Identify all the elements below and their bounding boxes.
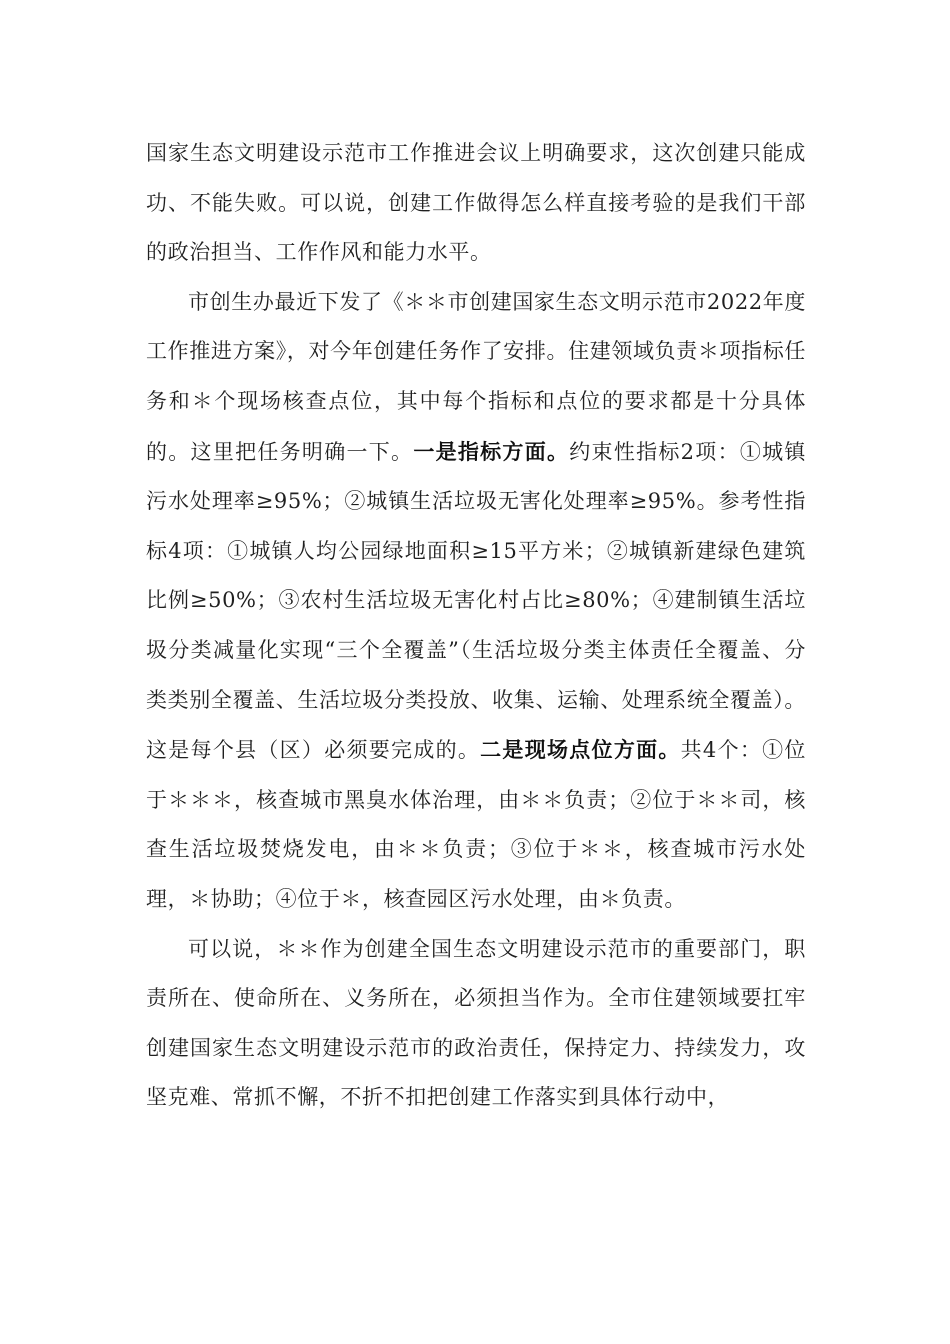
heading-site-points: 二是现场点位方面。: [480, 737, 681, 763]
paragraph-2-intro: 市创生办最近下发了《＊＊市创建国家生态文明示范市2022年度工作推进方案》，对今年创建任务作了安排。住建领域负责＊项指标任务和＊个现场核查点位，其中每个指标和点位的要求都是十分具体的。这里把任务明确一下。: [146, 289, 806, 464]
paragraph-1-text: 国家生态文明建设示范市工作推进会议上明确要求，这次创建只能成功、不能失败。可以说，创建工作做得怎么样直接考验的是我们干部的政治担当、工作作风和能力水平。: [146, 141, 806, 265]
document-body: [146, 129, 806, 1123]
paragraph-3-text: 可以说，＊＊作为创建全国生态文明建设示范市的重要部门，职责所在、使命所在、义务所在，必须担当作为。全市住建领域要扛牢创建国家生态文明建设示范市的政治责任，保持定力、持续发力，攻坚克难、常抓不懈，不折不扣把创建工作落实到具体行动中，: [146, 936, 806, 1110]
paragraph-2-site-points: 共4个：①位于＊＊＊，核查城市黑臭水体治理，由＊＊负责；②位于＊＊司，核查生活垃圾焚烧发电，由＊＊负责；③位于＊＊，核查城市污水处理，＊协助；④位于＊，核查园区污水处理，由＊负责。: [146, 738, 807, 911]
paragraph-3: [146, 925, 806, 1123]
paragraph-2: [146, 278, 806, 925]
paragraph-1: [146, 129, 806, 278]
paragraph-2-indicators: 约束性指标2项：①城镇污水处理率≥95%；②城镇生活垃圾无害化处理率≥95%。参考性指标4项：①城镇人均公园绿地面积≥15平方米；②城镇新建绿色建筑比例≥50%；③农村生活垃圾无害化村占比≥80%；④建制镇生活垃圾分类减量化实现“三个全覆盖”（生活垃圾分类主体责任全覆盖、分类类别全覆盖、生活垃圾分类投放、收集、运输、处理系统全覆盖）。这是每个县（区）必须要完成的。: [146, 439, 806, 763]
heading-indicators: 一是指标方面。: [413, 438, 570, 464]
